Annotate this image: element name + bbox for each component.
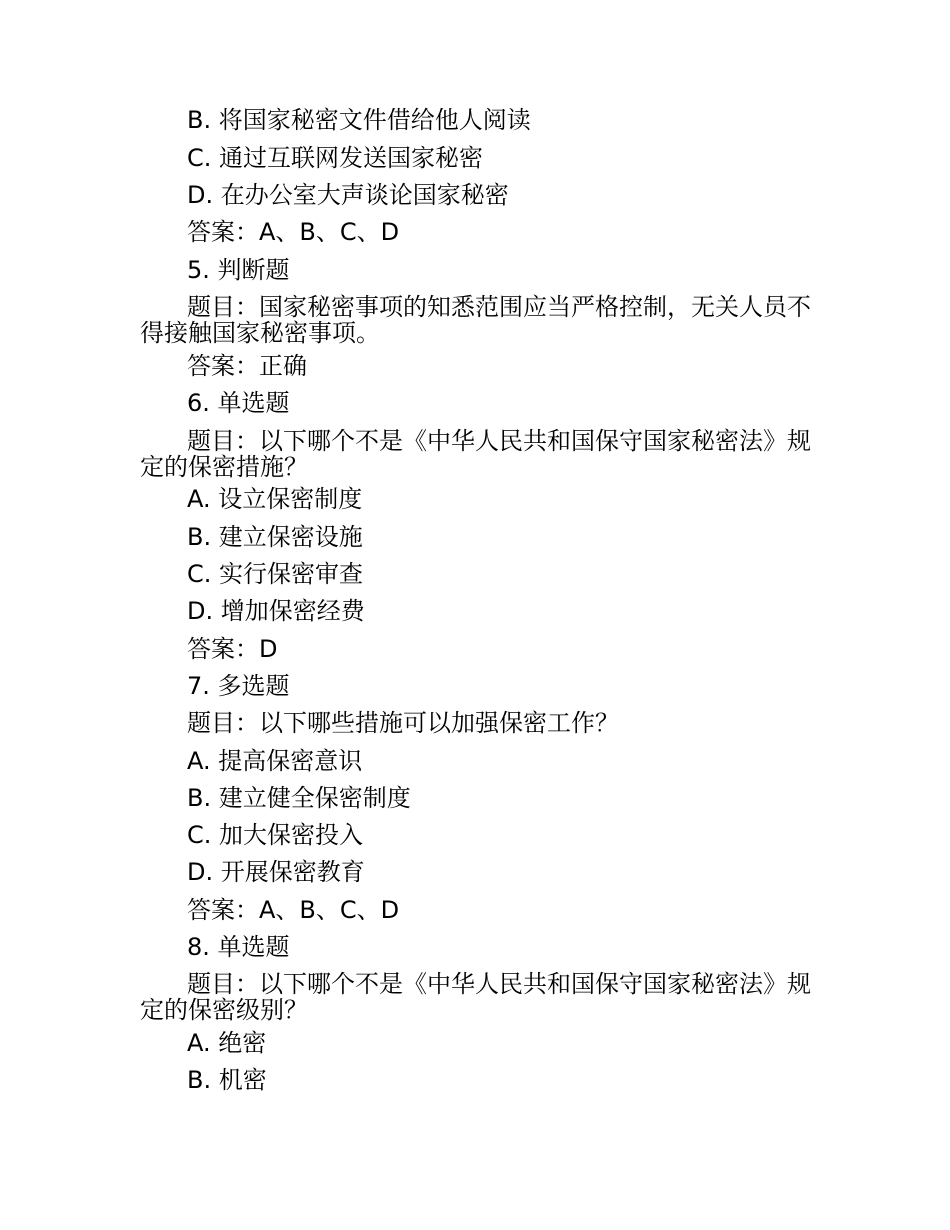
question-heading: 7. 多选题 — [187, 672, 290, 700]
question-heading: 8. 单选题 — [187, 933, 290, 961]
question-heading: 6. 单选题 — [187, 389, 290, 417]
answer: 答案：A、B、C、D — [187, 218, 400, 246]
option-b: B. 建立保密设施 — [187, 523, 363, 551]
answer: 答案：正确 — [187, 352, 307, 380]
option-c: C. 通过互联网发送国家秘密 — [187, 144, 484, 172]
answer: 答案：A、B、C、D — [187, 896, 400, 924]
option-b: B. 机密 — [187, 1066, 267, 1094]
question-text: 题目：以下哪些措施可以加强保密工作？ — [187, 709, 619, 737]
option-a: A. 提高保密意识 — [187, 747, 363, 775]
question-text: 题目：以下哪个不是《中华人民共和国保守国家秘密法》规定的保密级别？ — [140, 970, 811, 1024]
question-text: 题目：国家秘密事项的知悉范围应当严格控制，无关人员不得接触国家秘密事项。 — [140, 293, 811, 347]
option-b: B. 将国家秘密文件借给他人阅读 — [187, 106, 531, 134]
option-d: D. 在办公室大声谈论国家秘密 — [187, 181, 509, 209]
option-d: D. 增加保密经费 — [187, 597, 365, 625]
option-a: A. 绝密 — [187, 1029, 267, 1057]
option-c: C. 加大保密投入 — [187, 821, 364, 849]
question-text: 题目：以下哪个不是《中华人民共和国保守国家秘密法》规定的保密措施？ — [140, 427, 811, 481]
option-a: A. 设立保密制度 — [187, 485, 363, 513]
question-heading: 5. 判断题 — [187, 256, 290, 284]
answer: 答案：D — [187, 635, 278, 663]
option-b: B. 建立健全保密制度 — [187, 784, 411, 812]
option-d: D. 开展保密教育 — [187, 858, 365, 886]
option-c: C. 实行保密审查 — [187, 560, 364, 588]
